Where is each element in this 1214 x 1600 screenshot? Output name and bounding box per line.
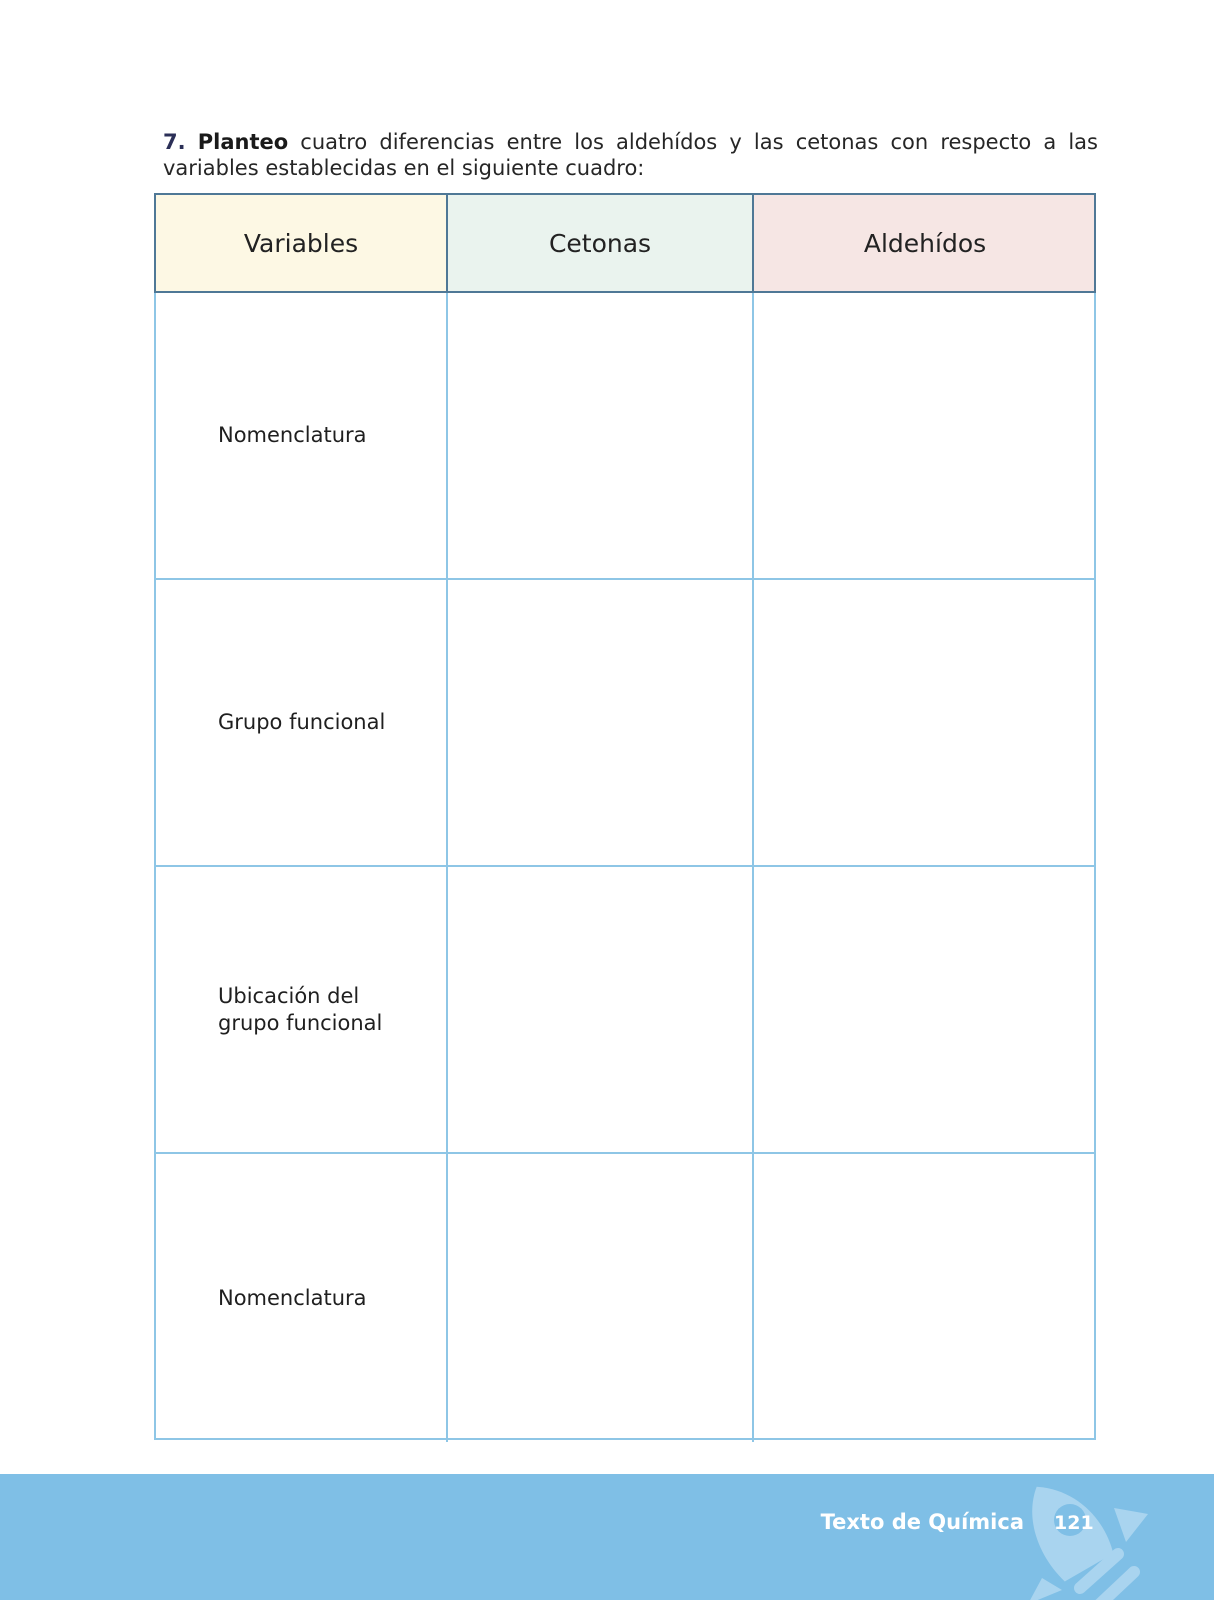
exercise-number: 7. bbox=[163, 130, 186, 154]
header-aldehidos: Aldehídos bbox=[754, 195, 1096, 293]
answer-cell-cetonas[interactable] bbox=[448, 580, 754, 867]
row-label-ubicacion bbox=[156, 867, 448, 1154]
page-number: 121 bbox=[1054, 1512, 1094, 1534]
row-label-grupo-funcional bbox=[156, 580, 448, 867]
answer-cell-cetonas[interactable] bbox=[448, 1154, 754, 1442]
row-label-line: grupo funcional bbox=[218, 1010, 383, 1035]
row-label-line: Ubicación del bbox=[218, 983, 360, 1008]
header-variables: Variables bbox=[156, 195, 448, 293]
answer-cell-aldehidos[interactable] bbox=[754, 580, 1096, 867]
row-label-line: Nomenclatura bbox=[218, 1285, 367, 1310]
exercise-instruction bbox=[163, 129, 1098, 181]
exercise-text: cuatro diferencias entre los aldehídos y las cetonas con respecto a las variables establecidas en el siguiente cuadro: bbox=[163, 130, 1098, 180]
exercise-keyword: Planteo bbox=[197, 130, 289, 154]
header-cetonas: Cetonas bbox=[448, 195, 754, 293]
answer-cell-cetonas[interactable] bbox=[448, 867, 754, 1154]
page-footer bbox=[0, 1474, 1214, 1600]
answer-cell-aldehidos[interactable] bbox=[754, 1154, 1096, 1442]
row-label-line: Nomenclatura bbox=[218, 423, 367, 447]
book-title: Texto de Química bbox=[820, 1510, 1024, 1534]
row-label-nomenclatura bbox=[156, 293, 448, 580]
row-label-line: Grupo funcional bbox=[218, 710, 386, 734]
answer-cell-cetonas[interactable] bbox=[448, 293, 754, 580]
answer-cell-aldehidos[interactable] bbox=[754, 867, 1096, 1154]
rocket-icon bbox=[1022, 1474, 1172, 1600]
row-label-nomenclatura-2 bbox=[156, 1154, 448, 1442]
answer-cell-aldehidos[interactable] bbox=[754, 293, 1096, 580]
comparison-table bbox=[154, 193, 1096, 1440]
